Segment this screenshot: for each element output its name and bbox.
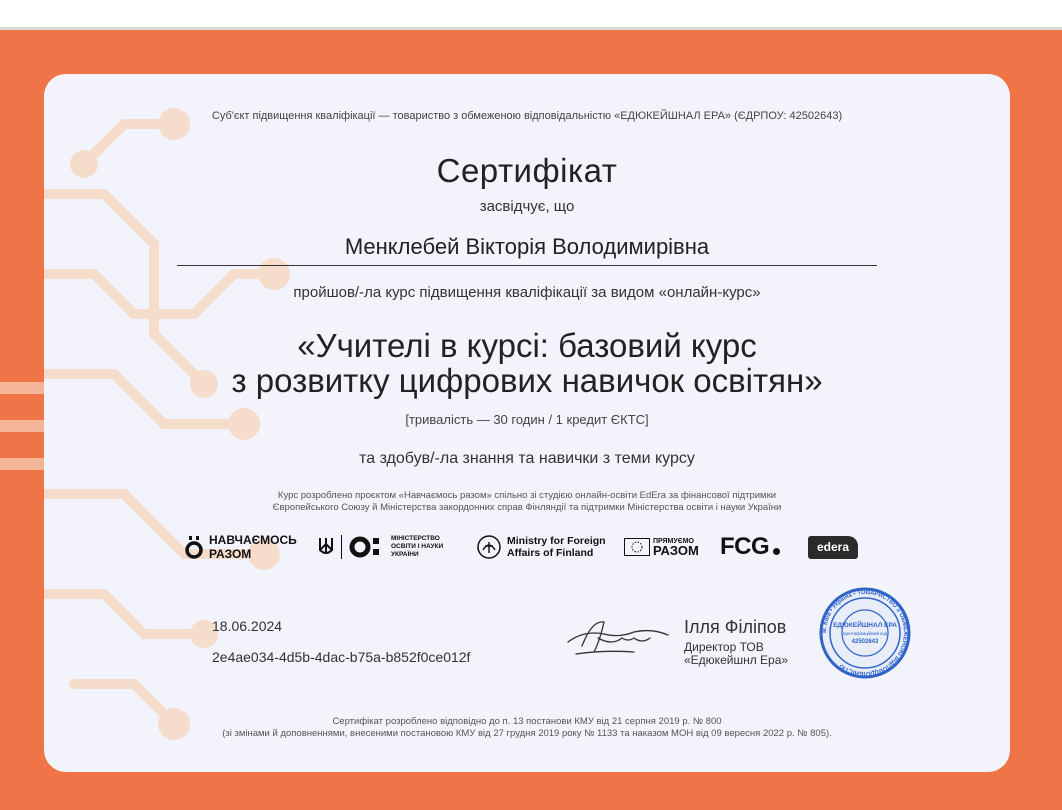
logo-divider [341, 535, 342, 559]
course-title [44, 328, 1010, 398]
company-seal-icon [819, 587, 911, 679]
certificate-card [44, 74, 1010, 772]
seal-ring-text: м. Київ • Україна • ТОВАРИСТВО З ОБМЕЖЕНОЮ ВІДПОВІДАЛЬНІСТЮ [821, 589, 909, 677]
logo-navchaemos-razom [184, 526, 302, 568]
issue-date: 18.06.2024 [212, 618, 283, 634]
navchaemos-line2: РАЗОМ [209, 547, 252, 561]
navchaemos-line1: НАВЧАЄМОСЬ [209, 533, 297, 547]
recipient-name: Менклебей Вікторія Володимирівна [344, 234, 710, 259]
pryamuemo-line1: ПРЯМУЄМО [653, 537, 694, 545]
trident-icon [318, 536, 334, 558]
ministry-line1: МІНІСТЕРСТВО [391, 535, 440, 542]
signer-role-line1: Директор ТОВ [684, 640, 764, 654]
eu-flag-icon [624, 538, 650, 556]
logo-edera [808, 526, 868, 568]
fcg-dot-icon [773, 548, 780, 555]
subject-line: Суб'єкт підвищення кваліфікації — товариство з обмеженою відповідальністю «ЕДЮКЕЙШНАЛ ЕРА» (ЄДРПОУ: 42502643) [211, 110, 843, 122]
logo-pryamuemo-razom [624, 526, 709, 568]
signer-role-line2: «Едюкейшнл Ера» [684, 653, 789, 667]
seal-center-line3: 42502643 [851, 639, 879, 645]
signature-icon [564, 608, 674, 668]
ministry-line3: УКРАЇНИ [391, 551, 419, 558]
development-note [44, 490, 1010, 514]
certificate-id: 2e4ae034-4d5b-4dac-b75a-b852f0ce012f [212, 649, 471, 665]
fcg-text: FCG [720, 533, 770, 560]
logo-ministry-education [318, 526, 468, 568]
seal-center-line1: ЕДЮКЕЙШНАЛ ЕРА [833, 622, 897, 629]
development-note-line2: Європейського Союзу й Міністерства закордонних справ Фінляндії та підтримки Міністерства освіти і науки України [272, 502, 782, 513]
browser-top-bar [0, 0, 1062, 30]
course-title-line1: «Учителі в курсі: базовий курс [297, 327, 757, 364]
footer-line1: Сертифікат розроблено відповідно до п. 13 постанови КМУ від 21 серпня 2019 р. № 800 [332, 716, 722, 727]
finland-line1: Ministry for Foreign [507, 535, 606, 547]
edera-badge [808, 536, 858, 559]
certificate-title: Сертифікат [436, 152, 618, 189]
certifies-text: засвідчує, що [479, 198, 575, 215]
pryamuemo-line2: РАЗОМ [653, 542, 699, 558]
development-note-line1: Курс розроблено проєктом «Навчаємось разом» спільно зі студією онлайн-освіти EdEra за фінансової підтримки [277, 490, 777, 501]
finland-emblem-icon [476, 534, 502, 560]
footer-legal-note [44, 716, 1010, 740]
logo-finland-mfa [476, 526, 616, 568]
edera-text: edera [817, 539, 850, 554]
logo-fcg [720, 526, 800, 568]
course-duration: [тривалість — 30 годин / 1 кредит ЄКТС] [405, 412, 649, 427]
acquired-text: та здобув/-ла знання та навички з теми курсу [359, 450, 695, 467]
course-title-line2: з розвитку цифрових навичок освітян» [231, 362, 823, 399]
footer-line2: (зі змінами й доповненнями, внесеними постановою КМУ від 27 грудня 2019 року № 1133 та наказом МОН від 09 вересня 2022 р. № 805). [222, 728, 832, 739]
navchaemos-mark-icon [184, 534, 204, 560]
passed-text: пройшов/-ла курс підвищення кваліфікації за видом «онлайн-курс» [293, 284, 761, 301]
signer-name: Ілля Філіпов [684, 617, 787, 637]
signer-role [684, 641, 788, 667]
partner-logos [184, 526, 874, 568]
ministry-mark-icon [349, 536, 387, 558]
name-underline [177, 265, 877, 266]
seal-center-line2: Ідентифікаційний код [842, 631, 888, 636]
finland-line2: Affairs of Finland [507, 547, 594, 559]
ministry-line2: ОСВІТИ І НАУКИ [391, 543, 444, 550]
